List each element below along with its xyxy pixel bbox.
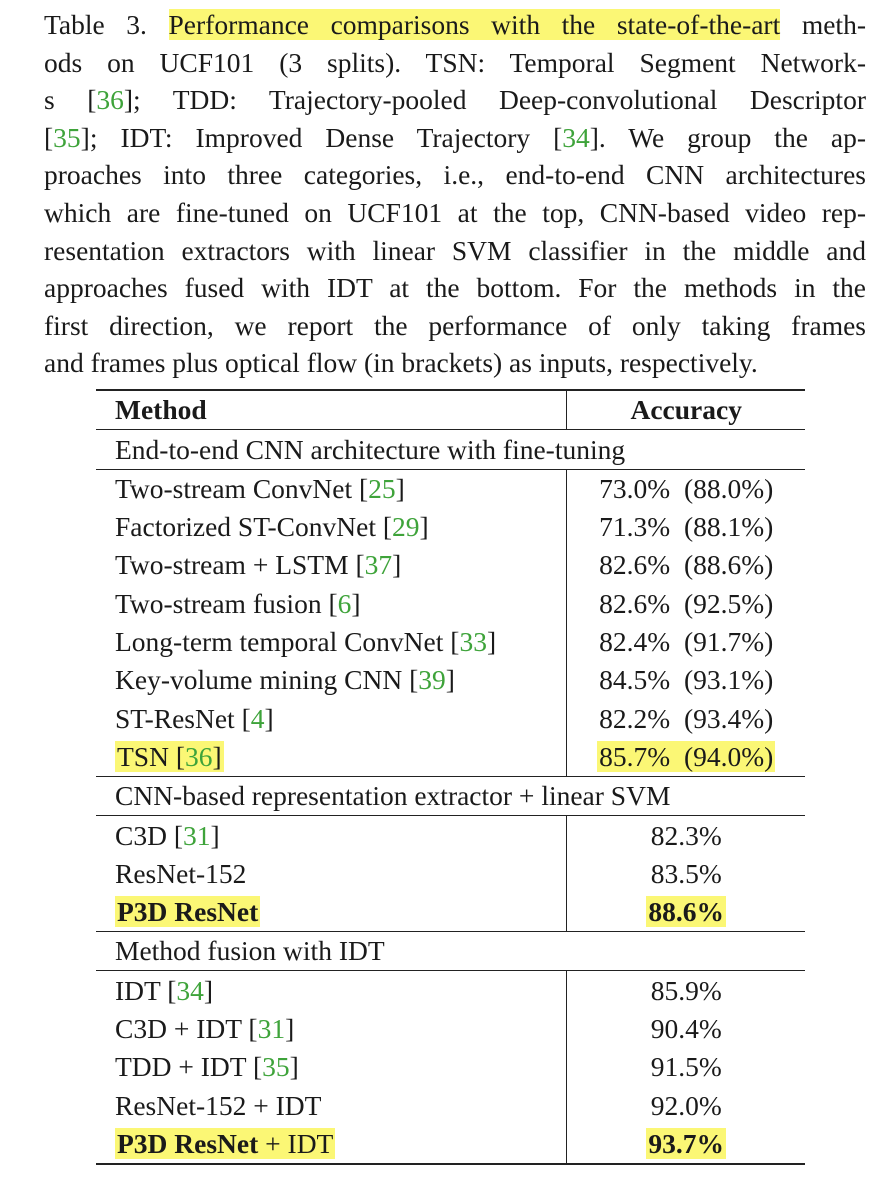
caption-text: which are fine-tuned on UCF101 at the top, CNN-based video rep-: [44, 196, 866, 228]
method-name: IDT: [115, 974, 168, 1006]
method-name: Two-stream fusion: [115, 587, 329, 619]
caption-line: [44, 232, 866, 270]
accuracy-value: 93.7%: [648, 1127, 725, 1159]
table-row: [96, 699, 805, 737]
method-name: ResNet-152: [115, 857, 247, 889]
caption-highlight: Performance comparisons with the state-of-the-art: [168, 9, 781, 40]
accuracy-cell: [567, 738, 805, 777]
table-row: [96, 546, 805, 584]
citation-link[interactable]: 36: [185, 740, 213, 772]
group-header-row: [96, 776, 805, 815]
method-cell: ST-ResNet [4]: [115, 702, 274, 734]
accuracy-value: 85.7% (94.0%): [599, 740, 774, 772]
caption-line: [44, 6, 866, 44]
accuracy-value: 82.4% (91.7%): [599, 626, 774, 658]
caption-text: resentation extractors with linear SVM classifier in the middle and: [44, 234, 866, 266]
method-cell: Key-volume mining CNN [39]: [115, 664, 455, 696]
caption-text: ods on UCF101 (3 splits). TSN: Temporal Segment Network-: [44, 46, 866, 78]
accuracy-value: 92.0%: [650, 1089, 722, 1121]
table-row: [96, 816, 805, 855]
method-name: Long-term temporal ConvNet: [115, 626, 451, 658]
method-cell: Long-term temporal ConvNet [33]: [115, 626, 497, 658]
caption-text: meth-: [780, 9, 866, 40]
table-header-row: [96, 390, 805, 430]
citation-link[interactable]: 35: [262, 1051, 290, 1083]
method-cell: [96, 855, 567, 893]
accuracy-value: 91.5%: [650, 1051, 722, 1083]
method-name: TDD + IDT: [115, 1051, 253, 1083]
caption-text: first direction, we report the performance of only taking frames: [44, 309, 866, 341]
table-row: [96, 893, 805, 932]
table-row: [96, 661, 805, 699]
caption-line: [44, 119, 866, 157]
citation-link[interactable]: 25: [368, 472, 396, 504]
accuracy-cell: [567, 661, 805, 699]
table-row: [96, 1010, 805, 1048]
table-row: [96, 738, 805, 777]
accuracy-value: 82.6% (88.6%): [599, 549, 774, 581]
caption-text: proaches into three categories, i.e., end-to-end CNN architectures: [44, 159, 866, 191]
citation-link[interactable]: 31: [183, 819, 211, 851]
method-column-header: Method: [96, 390, 567, 430]
citation-link[interactable]: 37: [364, 549, 393, 581]
caption-line: [44, 156, 866, 194]
method-cell: Two-stream ConvNet [25]: [96, 469, 567, 508]
method-name: Two-stream ConvNet: [115, 472, 359, 504]
group-title: Method fusion with IDT: [96, 932, 805, 971]
table-row: [96, 855, 805, 893]
accuracy-cell: [567, 699, 805, 737]
table-row: [96, 623, 805, 661]
group-title: End-to-end CNN architecture with fine-tuning: [96, 430, 805, 469]
accuracy-cell: [567, 1048, 805, 1086]
accuracy-column-header: Accuracy: [567, 390, 805, 430]
method-name: Key-volume mining CNN: [115, 664, 410, 696]
group-header-row: [96, 932, 805, 971]
accuracy-cell: [567, 855, 805, 893]
method-cell: Two-stream fusion [6]: [115, 587, 361, 619]
method-name: C3D + IDT: [115, 1013, 249, 1044]
citation-link[interactable]: 35: [53, 121, 81, 153]
table-row: [96, 1125, 805, 1164]
caption-text: and frames plus optical flow (in brackets) as inputs, respectively.: [44, 347, 758, 379]
table-row: [96, 1086, 805, 1124]
citation-link[interactable]: 29: [392, 511, 420, 543]
accuracy-value: 83.5%: [650, 857, 722, 889]
method-cell: TDD + IDT [35]: [115, 1051, 299, 1083]
caption-line: [44, 194, 866, 232]
accuracy-cell: [567, 584, 805, 622]
method-name: Factorized ST-ConvNet: [115, 511, 383, 543]
accuracy-cell: [567, 1010, 805, 1048]
citation-link[interactable]: 31: [257, 1013, 286, 1044]
accuracy-cell: [567, 893, 805, 932]
results-table: [96, 389, 805, 1165]
group-header-row: [96, 430, 805, 469]
accuracy-value: 85.9%: [650, 974, 722, 1006]
citation-link[interactable]: 36: [96, 84, 124, 116]
accuracy-value: 73.0% (88.0%): [599, 472, 774, 504]
method-name: P3D ResNet: [117, 1127, 259, 1159]
table-caption: [44, 6, 866, 382]
caption-text: [: [44, 121, 54, 153]
accuracy-value: 84.5% (93.1%): [599, 664, 774, 696]
method-cell: Factorized ST-ConvNet [29]: [115, 511, 429, 543]
accuracy-value: 88.6%: [648, 896, 725, 928]
method-cell: C3D [31]: [96, 816, 567, 855]
method-cell: C3D + IDT [31]: [115, 1013, 295, 1044]
citation-link[interactable]: 34: [176, 974, 204, 1006]
caption-line: [44, 344, 866, 382]
caption-line: [44, 44, 866, 82]
method-name: P3D ResNet: [117, 896, 259, 928]
method-cell: [96, 1125, 567, 1164]
accuracy-value: 82.3%: [650, 819, 722, 851]
citation-link[interactable]: 34: [562, 121, 590, 153]
caption-line: [44, 81, 866, 119]
method-cell: [96, 893, 567, 932]
accuracy-cell: [567, 1125, 805, 1164]
group-title: CNN-based representation extractor + linear SVM: [96, 776, 805, 815]
citation-link[interactable]: 39: [418, 664, 446, 696]
method-name: C3D: [115, 819, 174, 851]
method-name: Two-stream + LSTM: [115, 549, 356, 581]
accuracy-value: 82.2% (93.4%): [599, 702, 774, 734]
accuracy-cell: [567, 1086, 805, 1124]
method-cell: [96, 1086, 567, 1124]
caption-text: ]; TDD: Trajectory-pooled Deep-convolutional Descriptor: [123, 84, 866, 116]
caption-text: approaches fused with IDT at the bottom. For the methods in the: [44, 272, 866, 304]
method-cell: TSN [36]: [117, 740, 222, 772]
method-name: TSN: [117, 740, 176, 772]
accuracy-cell: [567, 971, 805, 1010]
citation-link[interactable]: 6: [337, 587, 352, 619]
caption-text: s [: [44, 84, 97, 116]
table-row: [96, 584, 805, 622]
accuracy-value: 82.6% (92.5%): [599, 587, 774, 619]
accuracy-cell: [567, 816, 805, 855]
table-row: [96, 971, 805, 1010]
accuracy-value: 90.4%: [650, 1013, 722, 1044]
citation-link[interactable]: 33: [459, 626, 487, 658]
accuracy-cell: [567, 546, 805, 584]
accuracy-cell: [567, 469, 805, 508]
caption-line: [44, 269, 866, 307]
accuracy-cell: [567, 508, 805, 546]
table-row: [96, 469, 805, 508]
caption-text: ]. We group the ap-: [589, 121, 866, 153]
caption-text: ]; IDT: Improved Dense Trajectory [: [80, 121, 563, 153]
accuracy-value: 71.3% (88.1%): [599, 511, 774, 543]
table-row: [96, 1048, 805, 1086]
method-name: ResNet-152 + IDT: [115, 1089, 322, 1121]
citation-link[interactable]: 4: [250, 702, 265, 734]
method-name: ST-ResNet: [115, 702, 242, 734]
method-cell: IDT [34]: [96, 971, 567, 1010]
caption-line: [44, 307, 866, 345]
method-cell: Two-stream + LSTM [37]: [115, 549, 402, 581]
accuracy-cell: [567, 623, 805, 661]
table-row: [96, 508, 805, 546]
caption-text: Table 3.: [44, 9, 169, 40]
method-name-suffix: + IDT: [258, 1127, 334, 1159]
